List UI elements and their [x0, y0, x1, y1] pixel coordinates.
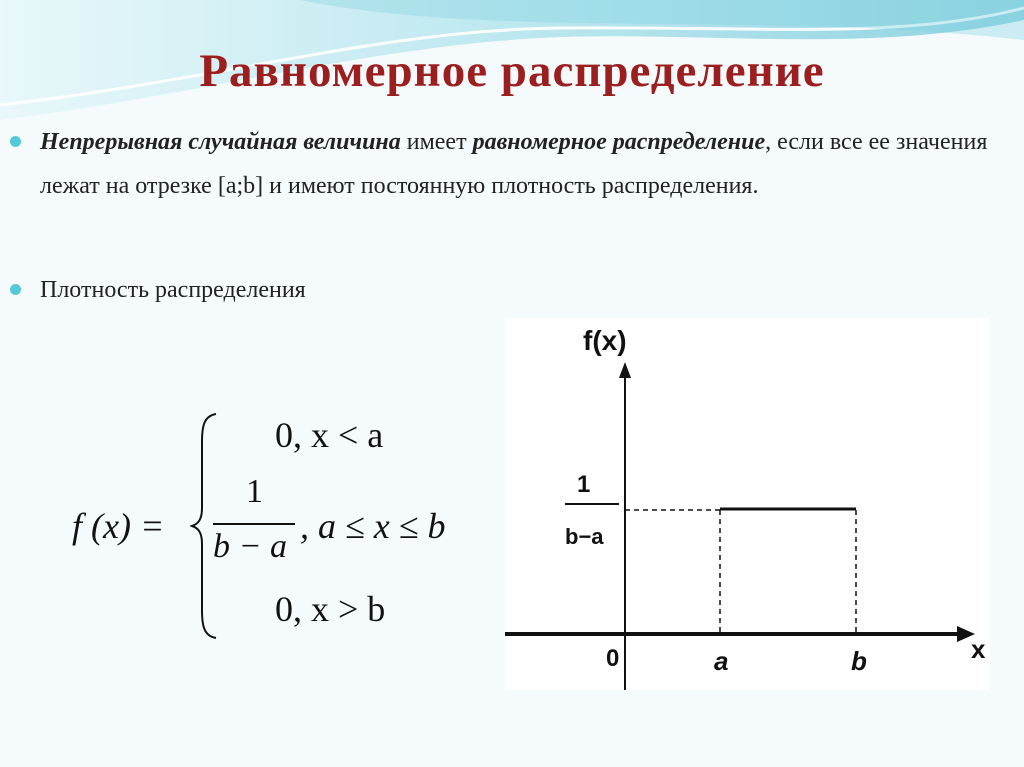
y-axis-arrow-icon: [619, 362, 631, 378]
bullet-dot-icon: [10, 284, 21, 295]
height-numerator-label: 1: [577, 471, 591, 498]
formula-case-1: 0, x < a: [275, 415, 384, 455]
density-heading: Плотность распределения: [40, 277, 306, 303]
formula-denominator: b − a: [213, 528, 287, 565]
term-uniform-distribution: равномерное распределение: [472, 129, 766, 155]
x-axis-label: x: [971, 634, 986, 664]
density-formula: [60, 400, 480, 650]
bullet-definition: [40, 120, 990, 208]
bullet-density: [40, 268, 990, 312]
formula-case-3: 0, x > b: [275, 589, 386, 629]
definition-text-2: , если все ее значения лежат на отрезке [a;b] и имеют постоянную плотность распределения.: [40, 129, 988, 199]
bullet-dot-icon: [10, 136, 21, 147]
tick-label-a: a: [714, 646, 729, 676]
formula-lhs: f (x) =: [72, 506, 165, 546]
formula-numerator: 1: [246, 473, 263, 510]
left-brace-icon: [190, 412, 220, 640]
formula-case-2-condition: , a ≤ x ≤ b: [300, 506, 446, 546]
density-graph: [505, 318, 990, 690]
origin-label: 0: [606, 645, 620, 672]
definition-text-1: имеет: [400, 129, 473, 155]
y-axis-label: f(x): [583, 325, 627, 356]
tick-label-b: b: [851, 646, 867, 676]
height-denominator-label: b−a: [565, 524, 604, 549]
slide-title: Равномерное распределение: [199, 45, 825, 97]
term-random-variable: Непрерывная случайная величина: [40, 129, 401, 155]
fraction-bar: [213, 523, 295, 525]
